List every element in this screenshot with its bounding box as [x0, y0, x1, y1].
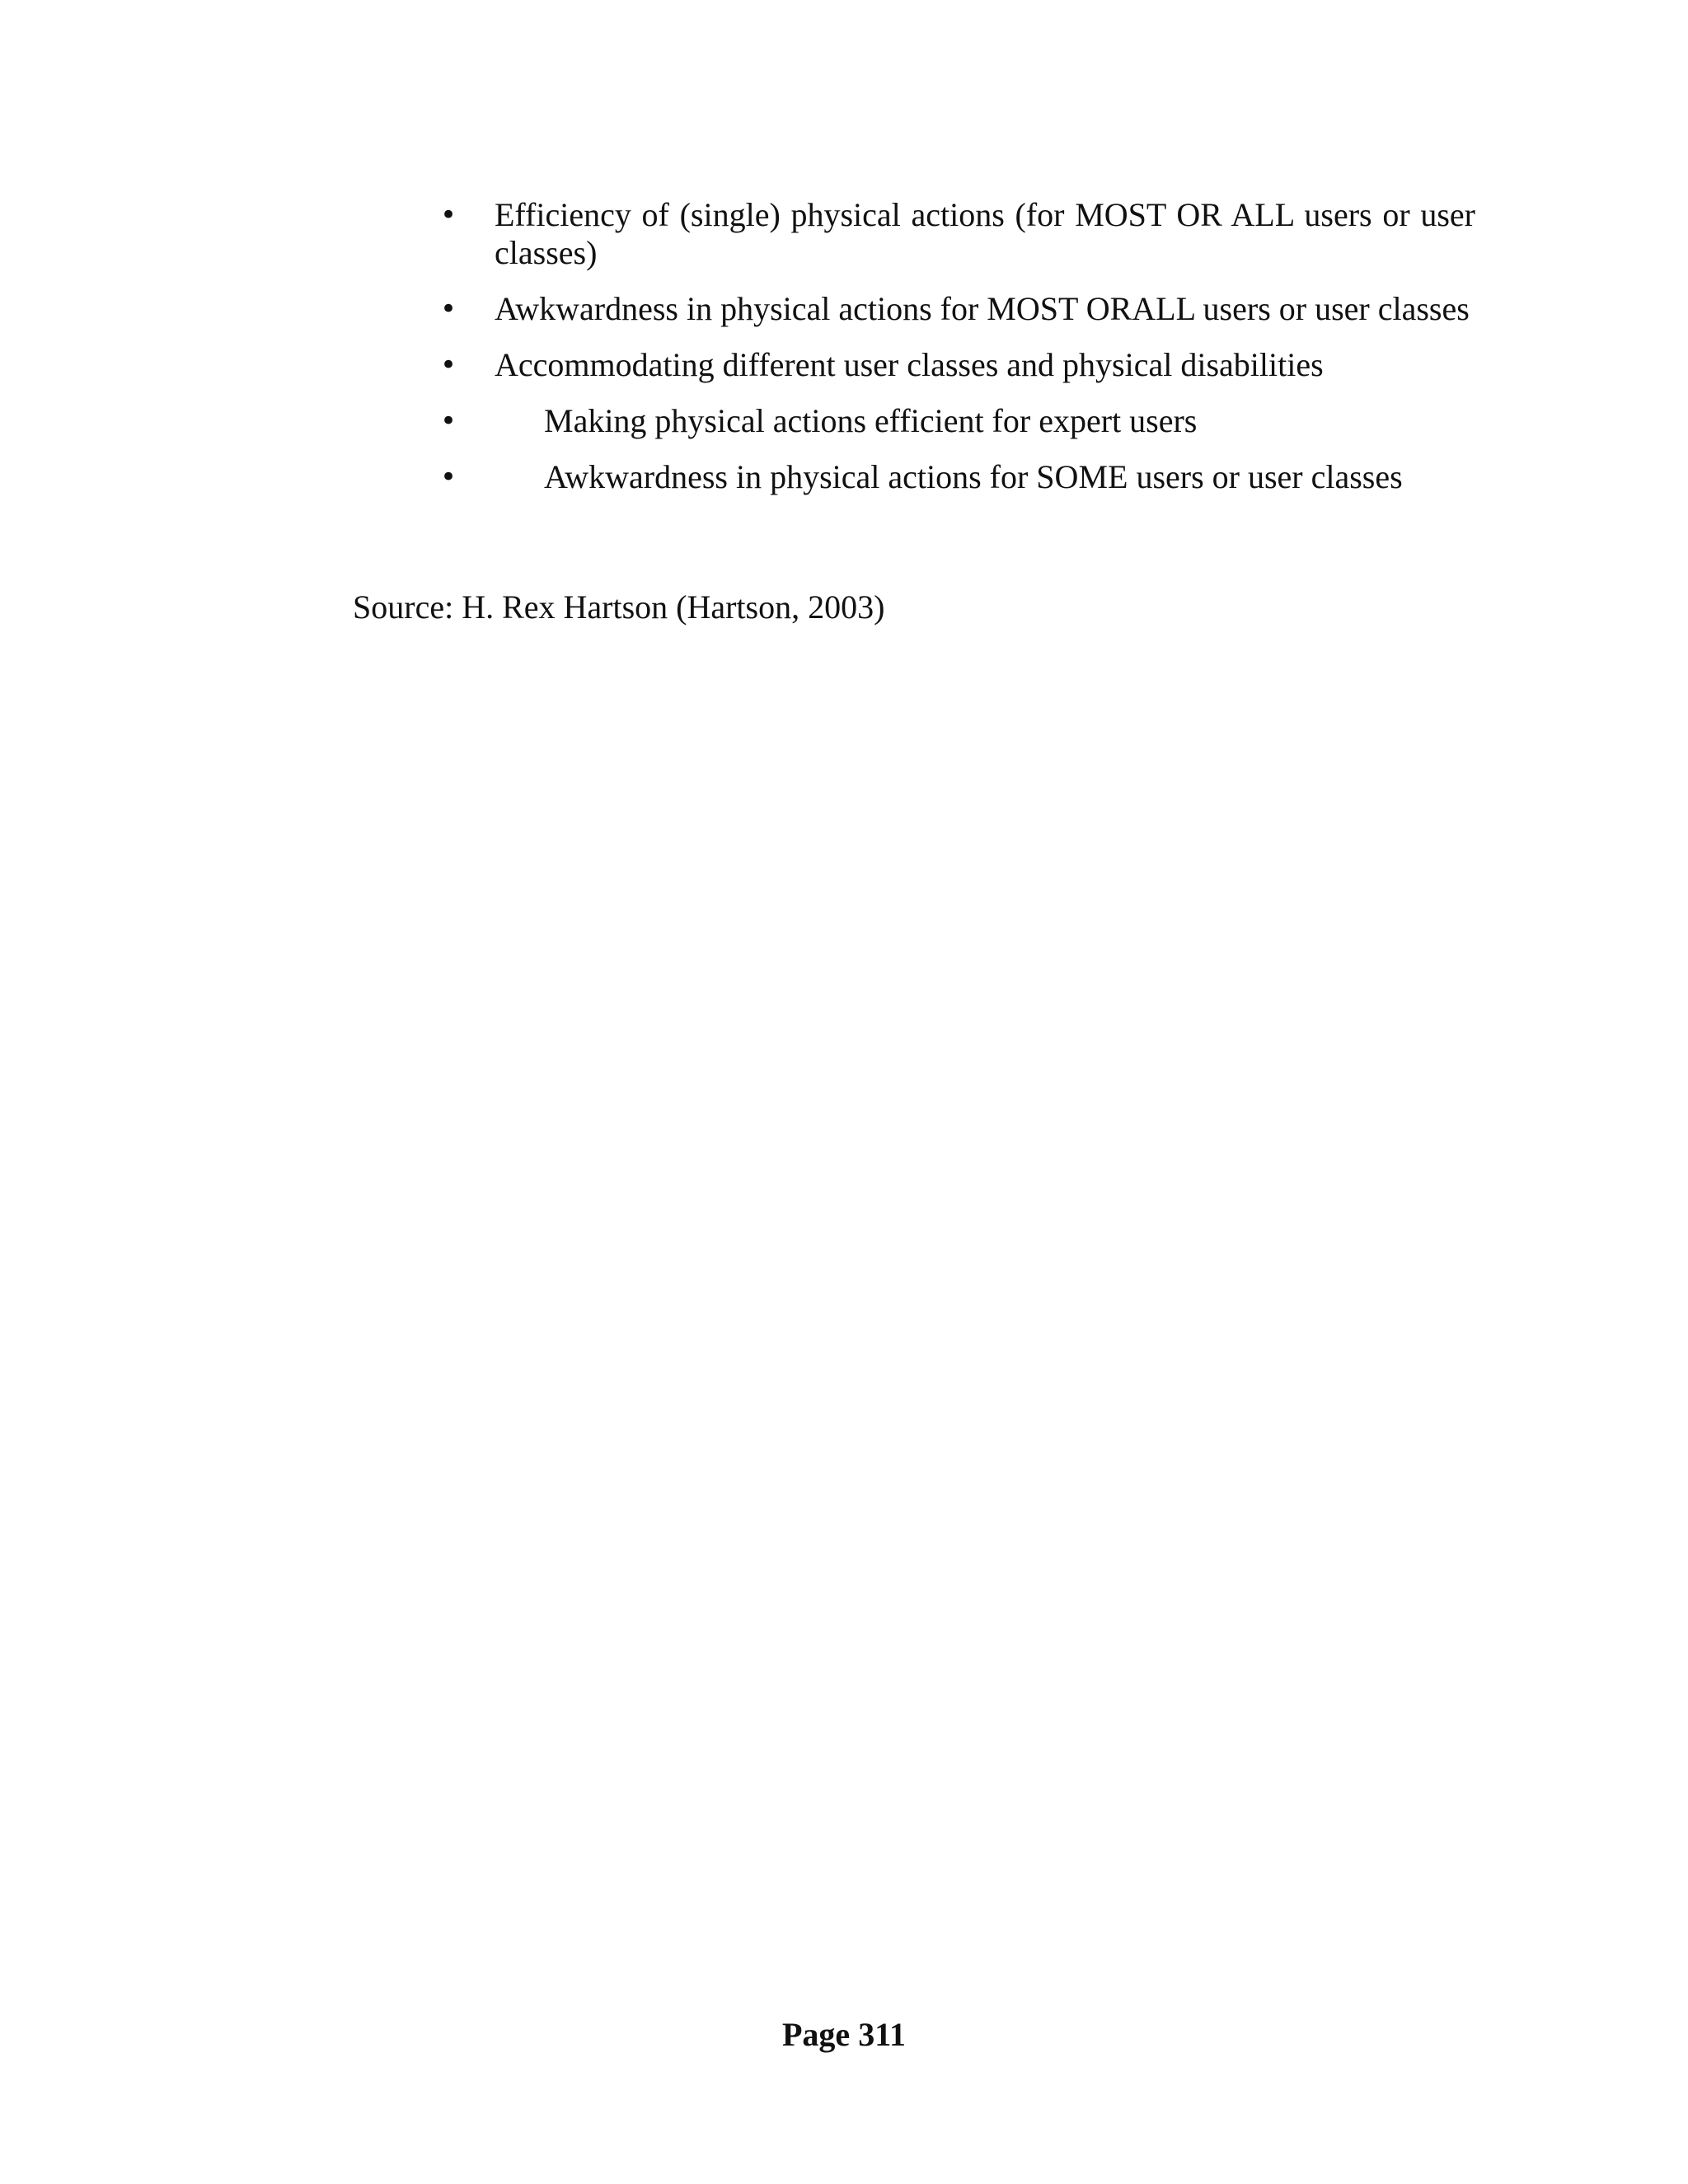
list-item-text: Awkwardness in physical actions for SOME users or user classes	[544, 458, 1403, 495]
bullet-icon: •	[440, 461, 457, 494]
sub-list-item	[440, 458, 1475, 496]
bullet-icon: •	[440, 199, 457, 232]
list-item-text: Efficiency of (single) physical actions (for MOST OR ALL users or user classes)	[495, 196, 1475, 271]
list-item-text: Accommodating different user classes and physical disabilities	[495, 346, 1324, 383]
bullet-icon: •	[440, 405, 457, 438]
bullet-list	[440, 196, 1475, 514]
list-item	[440, 196, 1475, 272]
bullet-icon: •	[440, 349, 457, 382]
sub-list-item	[440, 402, 1475, 440]
list-item	[440, 346, 1475, 384]
bullet-icon: •	[440, 293, 457, 326]
list-item-text: Making physical actions efficient for expert users	[544, 402, 1198, 439]
list-item-text: Awkwardness in physical actions for MOST ORALL users or user classes	[495, 290, 1470, 327]
source-citation: Source: H. Rex Hartson (Hartson, 2003)	[353, 588, 885, 626]
page-number: Page 311	[782, 2016, 906, 2053]
list-item	[440, 290, 1475, 328]
